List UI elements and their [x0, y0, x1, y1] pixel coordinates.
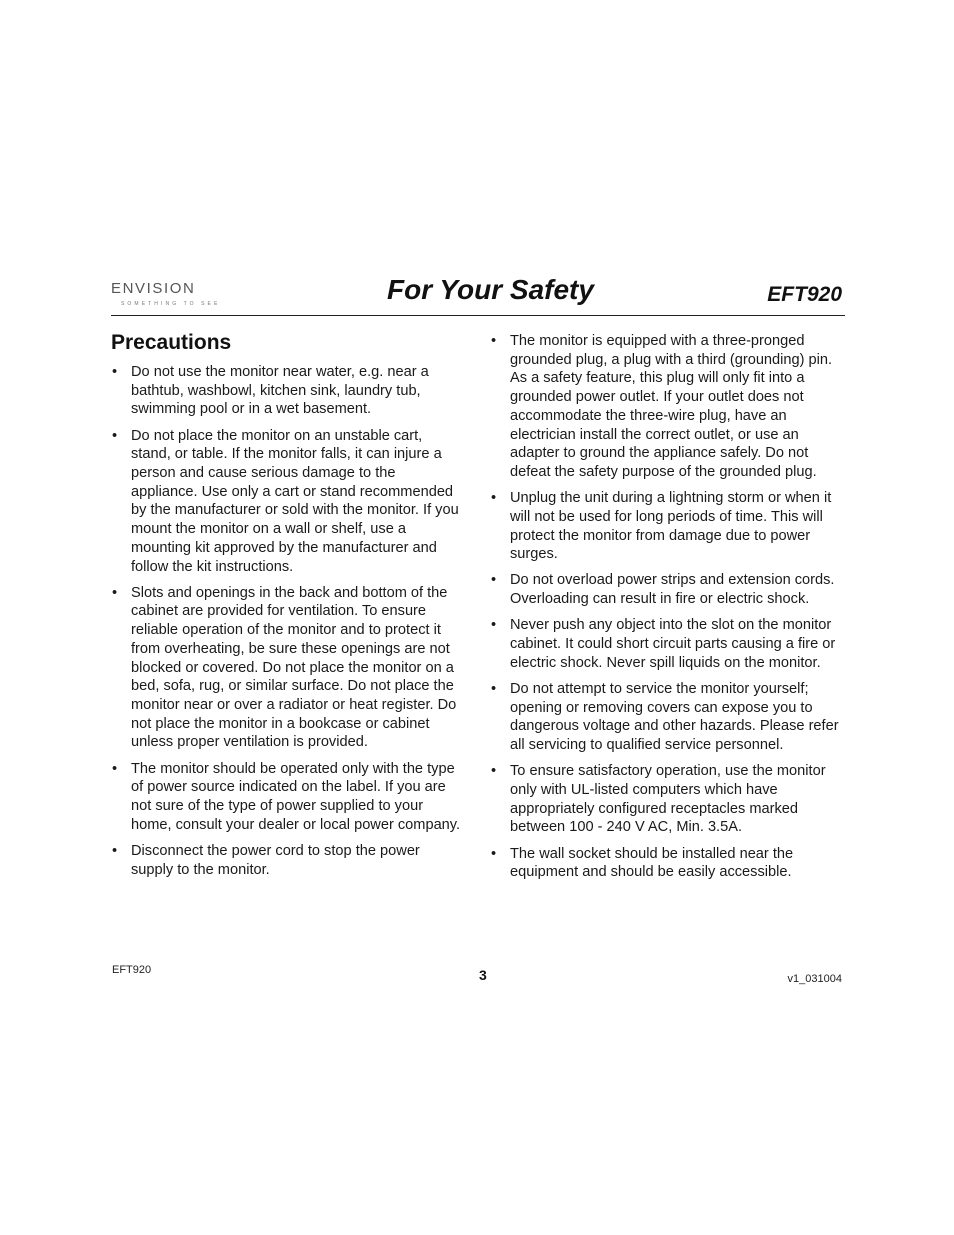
list-item-text: Do not attempt to service the monitor yourself; opening or removing covers can expose you to dangerous voltage and other hazards. Please refer all servicing to qualified service personnel. — [510, 680, 839, 754]
model-number: EFT920 — [767, 283, 842, 306]
precautions-right-column — [491, 332, 843, 889]
list-item — [112, 842, 464, 879]
footer-model: EFT920 — [112, 964, 152, 976]
bullet-icon: • — [491, 617, 497, 634]
list-item — [112, 760, 464, 835]
list-item — [112, 427, 464, 577]
bullet-icon: • — [112, 584, 118, 601]
logo-wordmark: ENVISION — [111, 280, 196, 297]
list-item-text: The monitor is equipped with a three-pronged grounded plug, a plug with a third (grounding) pin. As a safety feature, this plug will only fit into a grounded power outlet. If your outlet does not accommodate the three-wire plug, have an electrician install the correct outlet, or use an adapter to ground the appliance safely. Do not defeat the safety purpose of the grounded plug. — [510, 333, 833, 480]
bullet-icon: • — [112, 760, 118, 777]
section-heading: Precautions — [111, 331, 232, 354]
bullet-icon: • — [112, 427, 118, 444]
list-item-text: Do not use the monitor near water, e.g. near a bathtub, washbowl, kitchen sink, laundry tub, swimming pool or in a wet basement. — [131, 364, 429, 418]
list-item — [491, 571, 843, 608]
bullet-icon: • — [491, 572, 497, 589]
list-item — [112, 363, 464, 419]
bullet-icon: • — [112, 842, 118, 859]
page-number: 3 — [479, 967, 487, 983]
bullet-icon: • — [491, 490, 497, 507]
list-item — [491, 762, 843, 837]
list-item — [491, 616, 843, 672]
list-item-text: Do not overload power strips and extension cords. Overloading can result in fire or electric shock. — [510, 572, 835, 608]
list-item-text: Unplug the unit during a lightning storm or when it will not be used for long periods of time. This will protect the monitor from damage due to power surges. — [510, 490, 832, 563]
bullet-icon: • — [491, 333, 497, 349]
page-title: For Your Safety — [387, 274, 594, 305]
list-item-text: The wall socket should be installed near the equipment and should be easily accessible. — [510, 845, 794, 881]
list-item-text: Do not place the monitor on an unstable cart, stand, or table. If the monitor falls, it can injure a person and cause serious damage to the appliance. Use only a cart or stand recommended by the manufacturer or sold with the monitor. If you mount the monitor on a wall or shelf, use a mounting kit approved by the manufacturer and follow the kit instructions. — [131, 427, 459, 575]
list-item-text: Slots and openings in the back and bottom of the cabinet are provided for ventilation. To ensure reliable operation of the monitor and to protect it from overheating, be sure these openings are not blocked or covered. Do not place the monitor on a bed, sofa, rug, or similar surface. Do not place the monitor near or over a radiator or heat register. Do not place the monitor in a bookcase or cabinet unless proper ventilation is provided. — [131, 584, 457, 751]
list-item-text: To ensure satisfactory operation, use the monitor only with UL-listed computers which have appropriately configured receptacles marked between 100 - 240 V AC, Min. 3.5A. — [510, 763, 826, 836]
bullet-icon: • — [112, 364, 118, 380]
logo-tagline: SOMETHING TO SEE — [121, 301, 221, 307]
envision-logo — [111, 280, 220, 307]
page-header — [111, 270, 845, 316]
bullet-icon: • — [491, 680, 497, 697]
list-item-text: Never push any object into the slot on the monitor cabinet. It could short circuit parts causing a fire or electric shock. Never spill liquids on the monitor. — [510, 617, 836, 671]
bullet-icon: • — [491, 845, 497, 862]
list-item-text: Disconnect the power cord to stop the power supply to the monitor. — [131, 842, 420, 878]
list-item — [112, 584, 464, 752]
list-item — [491, 680, 843, 755]
footer-version: v1_031004 — [787, 973, 842, 985]
list-item — [491, 332, 843, 482]
precautions-left-column — [112, 363, 464, 887]
list-item — [491, 489, 843, 564]
list-item-text: The monitor should be operated only with the type of power source indicated on the label. If you are not sure of the type of power supplied to your home, consult your dealer or local power company. — [131, 760, 461, 833]
list-item — [491, 845, 843, 882]
bullet-icon: • — [491, 763, 497, 780]
